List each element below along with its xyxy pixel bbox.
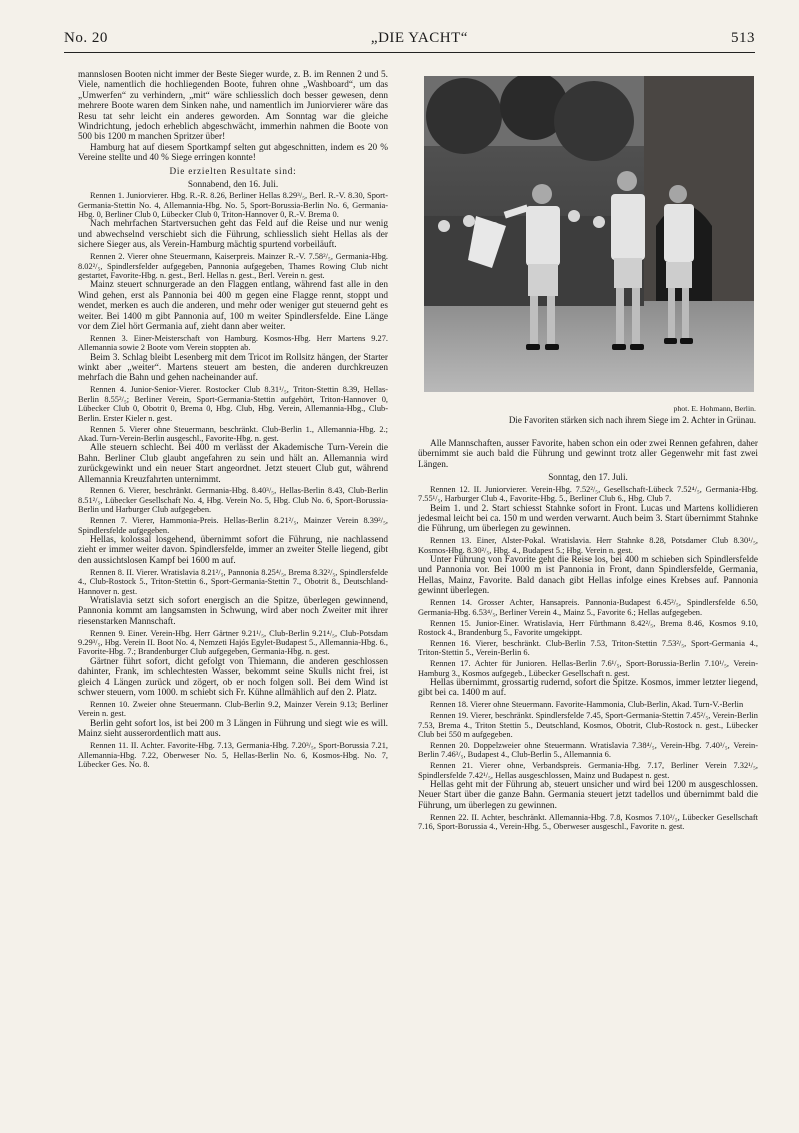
paragraph: Alle steuern schlecht. Bei 400 m verlässt der Akademische Turn-Verein die Bahn. Berliner Club glaubt angefahren zu sein und hält an. Allemannia wird zurückgewinkt und ein neuer Start angeordnet. Jetzt steuert Club gut, während Allemannia Kreuzfahrten unternimmt. <box>78 443 388 485</box>
paragraph: Gärtner führt sofort, dicht gefolgt von Thiemann, die anderen geschlossen dahinter, Frank, im schlechtesten Wasser, bekommt seine Skulls nicht frei, ist gleich 4 Längen zurück und zögert, ob er noch folgen soll. Bei dem Wind ist schwer steuern, vom 1000. m schiebt sich Fr. Kühne allmählich auf den 2. Platz. <box>78 656 388 699</box>
race-result: Rennen 2. Vierer ohne Steuermann, Kaiserpreis. Mainzer R.-V. 7.58²/₅, Germania-Hbg. 8.02²/₅, Spindlersfelder aufgegeben, Pannonia aufgegeben, Thames Rowing Club nicht gestartet, Favorite-Hbg. n. gest., Berl. Hellas n. gest., Berl. Verein n. gest. <box>78 252 388 280</box>
rowers-photo <box>424 76 754 392</box>
race-result: Rennen 11. II. Achter. Favorite-Hbg. 7.13, Germania-Hbg. 7.20³/₅, Sport-Borussia 7.21, Allemannia-Hbg. 7.22, Oberweser No. 5, Hellas-Berlin No. 6, Kosmos-Hbg. No. 7, Lübecker Ges. No. 8. <box>78 741 388 769</box>
race-result: Rennen 21. Vierer ohne, Verbandspreis. Germania-Hbg. 7.17, Berliner Verein 7.32¹/₅, Spindlersfelde 7.42¹/₅, Hellas ausgeschlossen, Mainz und Budapest n. gest. <box>418 761 758 780</box>
left-column <box>78 70 388 769</box>
paragraph: Berlin geht sofort los, ist bei 200 m 3 Längen in Führung und siegt wie es will. Mainz sieht ausserordentlich matt aus. <box>78 718 388 740</box>
paragraph: Beim 3. Schlag bleibt Lesenberg mit dem Tricot im Rollsitz hängen, der Starter winkt aber „weiter“. Martens steuert am besten, die anderen durchkreuzen mehrfach die Bahn und gehen nacheinander auf. <box>78 352 388 384</box>
race-result: Rennen 9. Einer. Verein-Hbg. Herr Gärtner 9.21¹/₅, Club-Berlin 9.21⁴/₅, Club-Potsdam 9.29³/₅, Hbg. Verein II. Boot No. 4, Nemzeti Hajós Egylet-Budapest 5., Allemannia-Hbg. 6., Favorite-Hbg. 7.; Brandenburger Club aufgegeben, Germania-Hbg. n. gest. <box>78 628 388 657</box>
race-result: Rennen 3. Einer-Meisterschaft von Hamburg. Kosmos-Hbg. Herr Martens 9.27. Allemannia sowie 2 Boote vom Verein stoppten ab. <box>78 333 388 353</box>
section-heading: Sonnabend, den 16. Juli. <box>187 178 279 189</box>
paragraph: Hellas übernimmt, grossartig rudernd, sofort die Spitze. Kosmos, immer letzter liegend, gibt bei ca. 1400 m auf. <box>418 677 758 699</box>
race-result: Rennen 10. Zweier ohne Steuermann. Club-Berlin 9.2, Mainzer Verein 9.13; Berliner Verein n. gest. <box>78 699 388 719</box>
race-result: Rennen 7. Vierer, Hammonia-Preis. Hellas-Berlin 8.21²/₅, Mainzer Verein 8.39²/₅, Spindlersfelde aufgegeben. <box>78 516 388 535</box>
paragraph: Wratislavia setzt sich sofort energisch an die Spitze, überlegen gewinnend, Pannonia kommt am langsamsten in Schwung, wird aber noch Zweiter mit ihrer riesenstarken Mannschaft. <box>78 595 388 627</box>
race-result: Rennen 20. Doppelzweier ohne Steuermann. Wratislavia 7.38⁴/₅, Verein-Hbg. 7.40³/₅, Verein-Berlin 7.46³/₅, Budapest 4., Club-Berlin 5., Allemannia 6. <box>418 740 758 760</box>
race-result: Rennen 22. II. Achter, beschränkt. Allemannia-Hbg. 7.8, Kosmos 7.10²/₅, Lübecker Gesellschaft 7.16, Sport-Borussia 4., Verein-Hbg. 5., Oberweser ausgeschl., Favorite n. gest. <box>418 812 758 832</box>
paragraph: Mainz steuert schnurgerade an den Flaggen entlang, während fast alle in den Wind gehen, erst als Pannonia bei 400 m gegen eine Flagge rennt, stoppt und wendet, merken es auch die anderen, und mehr oder weniger gut steuernd geht es weiter. Bei 1400 m gibt Pannonia auf, 100 m weiter Spindlersfelde. Eine Länge vor dem Ziel hört Germania auf, zieht dann aber weiter. <box>78 280 388 332</box>
race-result: Rennen 15. Junior-Einer. Wratislavia, Herr Fürthmann 8.42²/₅, Brema 8.46, Kosmos 9.10, Rostock 4., Brandenburg 5., Favorite umgekippt. <box>418 618 758 637</box>
photo-caption: Die Favoriten stärken sich nach ihrem Siege im 2. Achter in Grünau. <box>508 415 756 425</box>
issue-number: No. 20 <box>64 30 108 46</box>
race-result: Rennen 4. Junior-Senior-Vierer. Rostocker Club 8.31¹/₅, Triton-Stettin 8.39, Hellas-Berlin 8.55²/₅; Berliner Verein, Sport-Germania-Stettin aufgehört, Triton-Hannover 0, Lübecker Club 0, Obotrit 0, Brema 0, Hbg. Club, Hbg. Verein, Allemannia-Hbg., Club-Berlin. Erster Kieler n. gest. <box>78 385 388 423</box>
page-header <box>64 30 755 52</box>
page-number: 513 <box>730 30 755 46</box>
paragraph: Alle Mannschaften, ausser Favorite, haben schon ein oder zwei Rennen gefahren, daher übernimmt sie auch bald die Führung und gewinnt trotz aller Gegenwehr mit fast zwei Längen. <box>418 439 758 470</box>
race-result: Rennen 17. Achter für Junioren. Hellas-Berlin 7.6¹/₅, Sport-Borussia-Berlin 7.10¹/₅, Verein-Hamburg 3., Kosmos aufgegeb., Lübecker Gesellschaft n. gest. <box>418 659 758 678</box>
race-result: Rennen 5. Vierer ohne Steuermann, beschränkt. Club-Berlin 1., Allemannia-Hbg. 2.; Akad. Turn-Verein-Berlin ausgeschl., Favorite-Hbg. n. gest. <box>78 424 388 443</box>
paragraph: Hellas, kolossal losgehend, übernimmt sofort die Führung, nie nachlassend zieht er immer weiter davon. Spindlersfelde, immer an zweiter Stelle liegend, gibt den aussichtslosen Kampf bei 1600 m auf. <box>78 534 388 566</box>
paragraph: Hamburg hat auf diesem Sportkampf selten gut abgeschnitten, indem es 20 % Vereine stellte und 40 % Siege erringen konnte! <box>78 142 388 164</box>
rowers-photo-image <box>424 76 754 392</box>
paragraph: Beim 1. und 2. Start schiesst Stahnke sofort in Front. Lucas und Martens kollidieren jedesmal leicht bei ca. 150 m und werden verwarnt. Auch beim 3. Start übernimmt Stahnke die Führung, um überlegen zu gewinnen. <box>418 503 758 535</box>
header-rule <box>64 52 755 53</box>
race-result: Rennen 13. Einer, Alster-Pokal. Wratislavia. Herr Stahnke 8.28, Potsdamer Club 8.30¹/₅, Kosmos-Hbg. 8.30²/₅, Hbg. 4., Budapest 5.; Hbg. Verein n. gest. <box>418 536 758 555</box>
right-column <box>418 70 758 832</box>
section-heading: Die erzielten Resultate sind: <box>169 165 297 176</box>
race-result: Rennen 8. II. Vierer. Wratislavia 8.21²/₅, Pannonia 8.25⁴/₅, Brema 8.32²/₅, Spindlersfelde 4., Club-Rostock 5., Triton-Stettin 6., Sport-Germania-Stettin 7., Obotrit 8., Deutschland-Hannover n. gest. <box>78 567 388 596</box>
journal-title: „DIE YACHT“ <box>370 30 468 46</box>
race-result: Rennen 19. Vierer, beschränkt. Spindlersfelde 7.45, Sport-Germania-Stettin 7.45²/₅, Verein-Berlin 7.53, Brema 4., Triton Stettin 5., Deutschland, Kosmos, Obotrit, Club-Rostock n. gest., Lübecker Club bei 550 m aufgegeben. <box>418 711 758 739</box>
paragraph: mannslosen Booten nicht immer der Beste Sieger wurde, z. B. im Rennen 2 und 5. Viele, namentlich die hochliegenden Boote, fuhren ohne „Washboard“, um das „Umwerfen“ zu verhindern, „mit“ wäre schliesslich doch besser gewesen, denn mehrere Boote waren dem Sinken nahe, und namentlich im Juniorvierer wäre das Resu tat sehr leicht ein anderes geworden. Am Sonntag war die gleiche Windrichtung, jedoch erheblich abgeschwächt, immerhin nahmen die Boote von 500 bis 1200 m manchen Spritzer über! <box>78 70 388 143</box>
paragraph: Unter Führung von Favorite geht die Reise los, bei 400 m schieben sich Spindlersfelde und Pannonia vor. Bei 1000 m ist Pannonia in Front, dann Spindlersfelde, Germania, Hellas, Mainz, Favorite. Bald danach gibt Hellas infolge eines Krebses auf. Pannonia gewinnt überlegen. <box>418 555 758 597</box>
race-result: Rennen 16. Vierer, beschränkt. Club-Berlin 7.53, Triton-Stettin 7.53²/₅, Sport-Germania 4., Triton-Stettin 5., Verein-Berlin 6. <box>418 638 758 658</box>
race-result: Rennen 14. Grosser Achter, Hansapreis. Pannonia-Budapest 6.45²/₅, Spindlersfelde 6.50, Germania-Hbg. 6.53⁴/₅, Berliner Verein 4., Mainz 5., Favorite 6.; Hellas aufgegeben. <box>418 598 758 617</box>
photo-credit: phot. E. Hohmann, Berlin. <box>673 404 756 413</box>
race-result: Rennen 18. Vierer ohne Steuermann. Favorite-Hammonia, Club-Berlin, Akad. Turn-V.-Berlin <box>430 700 744 710</box>
paragraph: Nach mehrfachen Startversuchen geht das Feld auf die Reise und nur wenig und abwechselnd verschiebt sich die Führung, schliesslich sieht Hellas als der sichere Sieger aus, als Verein-Hamburg mächtig spurtend vorbeiläuft. <box>78 219 388 251</box>
race-result: Rennen 12. II. Juniorvierer. Verein-Hbg. 7.52²/₅, Gesellschaft-Lübeck 7.52⁴/₅, Germania-Hbg. 7.55¹/₅, Harburger Club 4., Favorite-Hbg. 5., Berliner Club 6., Hbg. Club 7. <box>418 484 758 504</box>
section-heading: Sonntag, den 17. Juli. <box>548 472 628 483</box>
race-result: Rennen 6. Vierer, beschränkt. Germania-Hbg. 8.40³/₅, Hellas-Berlin 8.43, Club-Berlin 8.51²/₅, Lübecker Gesellschaft No. 4, Hbg. Verein No. 5, Hbg. Club No. 6, Sport-Borussia-Berlin und Harburger Club aufgegeben. <box>78 486 388 515</box>
race-result: Rennen 1. Juniorvierer. Hbg. R.-R. 8.26, Berliner Hellas 8.29³/₅, Berl. R.-V. 8.30, Sport-Germania-Stettin No. 4, Allemannia-Hbg. No. 5, Sport-Borussia-Berlin No. 6, Germania-Hbg. 0, Berliner Club 0, Lübecker Club 0, Triton-Hannover 0, R.-V. Brema 0. <box>78 191 388 219</box>
right-column-text <box>418 439 758 832</box>
paragraph: Hellas geht mit der Führung ab, steuert unsicher und wird bei 1200 m ausgeschlossen. Neuer Start über die ganze Bahn. Germania steuert jetzt tadellos und übernimmt bald die Führung, um überlegen zu gewinnen. <box>418 780 758 811</box>
